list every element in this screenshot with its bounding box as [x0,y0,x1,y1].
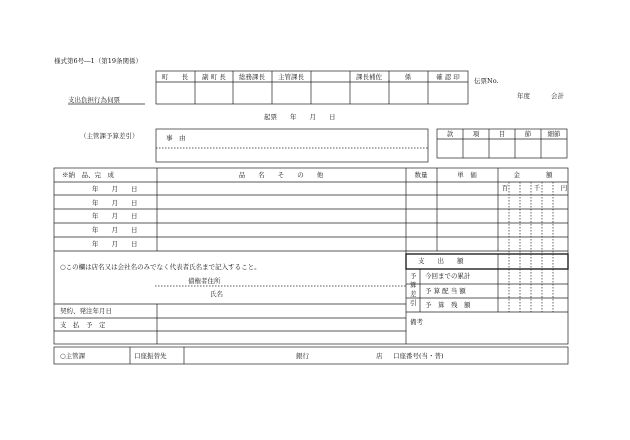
payment-schedule-label: 支 払 予 定 [60,321,106,329]
stamp-confirm: 確 認 印 [436,73,460,81]
budget-header-saisetsu: 細節 [547,130,561,138]
cumulative-label: 今回までの累計 [425,272,471,280]
fiscal-year-label: 年度 [517,92,530,100]
remarks-label: 備考 [410,318,423,326]
budget-header-kou: 項 [472,130,480,138]
amount-header: 金 額 [513,171,553,179]
bank-label: 銀行 [296,352,309,360]
balance-label: 予 算 残 額 [425,301,471,309]
form-number: 様式第6号―1（第19条関係） [54,57,143,65]
voucher-number-label: 伝票No. [474,77,499,85]
date-row: 年 月 日 [92,240,138,248]
unit-hundred: 百 [501,184,509,192]
stamp-deputy-chief: 課長補佐 [356,73,382,81]
date-row: 年 月 日 [92,185,138,193]
matter-label: 事 由 [166,134,186,142]
transfer-label: 口座振替先 [134,352,167,360]
branch-label: 店 [376,352,383,360]
creditor-name-label: 氏名 [210,290,223,298]
unit-thousand: 千 [533,184,541,192]
creditor-notice: ○この欄は店名又は会社名のみでなく代表者氏名まで記入すること。 [60,263,261,271]
date-row: 年 月 日 [92,199,138,207]
main-dept-label: ○主管課 [60,352,86,360]
stamp-mayor: 町 長 [162,73,188,81]
date-row: 年 月 日 [92,212,138,220]
allocation-label: 予 算 配 当 額 [425,287,466,295]
budget-header-moku: 目 [498,130,506,138]
expenditure-amount-label: 支 出 額 [418,257,464,265]
account-label: 会計 [551,92,564,100]
contract-date-label: 契約、発注年月日 [60,307,112,315]
budget-dept-label: （主管課予算差引） [80,132,139,140]
stamp-dept-head: 主管課長 [278,73,304,81]
date-row: 年 月 日 [92,226,138,234]
budget-header-kan: 款 [446,130,454,138]
creditor-address-label: 債権者住所 [188,277,221,285]
budget-header-setsu: 節 [524,130,532,138]
stamp-staff: 係 [404,73,412,81]
item-name-header: 品 名 そ の 他 [238,171,324,179]
stamp-general-affairs: 総務課長 [239,73,265,81]
account-number-label: 口座番号(当・普) [393,352,444,360]
unit-price-header: 単 価 [457,171,477,179]
stamp-deputy-mayor: 副 町 長 [202,73,226,81]
form-title: 支出負担行為伺票 [68,96,120,104]
quantity-header: 数量 [414,171,428,179]
draft-date: 起票 年 月 日 [264,113,336,121]
budget-deduction-side-label: 予算差引 [410,272,417,307]
delivery-header: ※納 品、完 成 [62,171,114,179]
unit-yen: 円 [560,184,568,192]
